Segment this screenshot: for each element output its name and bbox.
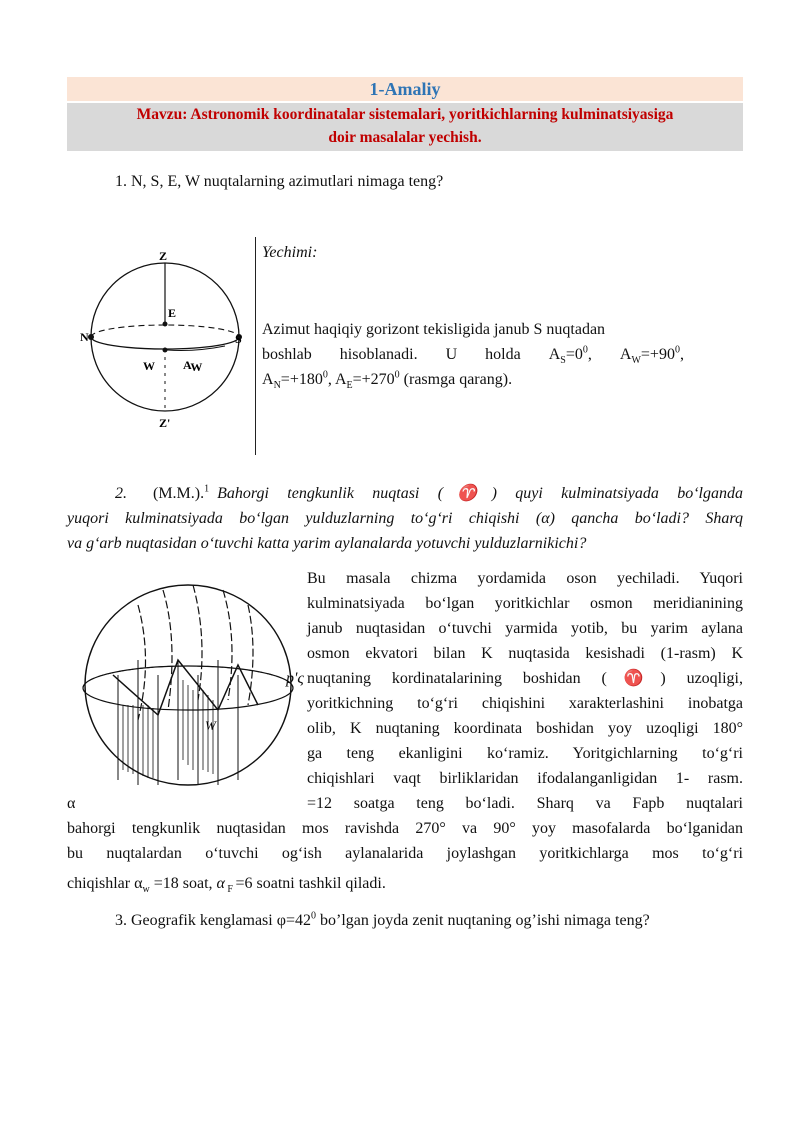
fig2-label-p: p'ς (286, 670, 304, 687)
label-aw: AW (183, 358, 203, 374)
q2-ans-line-8: ga teng ekanligini ko‘ramiz. Yoritgichlarning to‘g‘ri (307, 745, 743, 762)
question-2 (67, 481, 743, 556)
solution-label: Yechimi: (262, 244, 318, 261)
q2-ans-line-5: nuqtaning kordinatalarining boshidan (♈) uzoqligi, (307, 670, 743, 687)
label-e: E (168, 306, 177, 320)
q2-ans-line-12: bu nuqtalardan o‘tuvchi og‘ish aylanalarida joylashgan yoritkichlarga mos to‘g‘ri (67, 845, 743, 862)
point-w (163, 348, 168, 353)
q1-answer-line-2: boshlab hisoblanadi. U holda $A_S=0^0$, $A_W=+90^0$, (262, 344, 684, 367)
q1-answer-line-3: $A_N=+180^0$, $A_E=+270^0$ (rasmga qarang). (262, 369, 513, 392)
topic-line-1: Mavzu: Astronomik koordinatalar sistemalari, yoritkichlarning kulminatsiyasiga (136, 106, 674, 123)
label-z: Z (159, 249, 168, 263)
label-s: S (235, 332, 242, 346)
q2-ans-line-4: osmon ekvatori bilan K nuqtasida kesishadi (1-rasm) K (307, 645, 743, 662)
q1-answer-line-1: Azimut haqiqiy gorizont tekisligida janub S nuqtadan (262, 321, 606, 338)
figure-equator-sphere (78, 580, 303, 795)
question-3: 3. Geografik kenglamasi $\varphi=42^0$ bo’lgan joyda zenit nuqtaning og’ishi nimaga teng? (115, 910, 650, 929)
topic-line-2: doir masalalar yechish. (328, 129, 482, 146)
divider-line (255, 237, 256, 455)
q2-line-2: yuqori kulminatsiyada bo‘lgan yulduzlarning to‘g‘ri chiqishi (α) qancha bo‘ladi? Sharq (67, 510, 743, 527)
label-w: W (143, 359, 155, 373)
practice-title: 1-Amaliy (67, 77, 743, 101)
q1-answer (262, 317, 684, 392)
point-n (88, 334, 94, 340)
alpha-symbol: α (67, 795, 76, 812)
q2-answer-side (307, 566, 743, 816)
q2-line-1: 2. (M.M.).$^1$ Bahorgi tengkunlik nuqtasi (♈) quyi kulminatsiyada bo‘lganda (115, 483, 743, 502)
q2-answer-full (67, 816, 743, 896)
q2-ans-line-10: =12 soatga teng bo‘ladi. Sharq va Fapb nuqtalari (307, 795, 743, 812)
q2-ans-line-9: chiqishlari vaqt birliklaridan ifodalanganligidan 1- rasm. (307, 770, 743, 787)
q2-ans-line-11: bahorgi tengkunlik nuqtasidan mos ravishda 270° va 90° yoy masofalarda bo‘lganidan (67, 820, 743, 837)
label-z-prime: Z' (159, 416, 171, 430)
label-n: N (80, 330, 89, 344)
q2-ans-line-2: kulminatsiyada bo‘lgan yoritkichlar osmon meridianining (307, 595, 743, 612)
q2-line-3: va g‘arb nuqtasidan o‘tuvchi katta yarim aylanalarda yotuvchi yulduzlarnikichi? (67, 535, 587, 552)
q2-ans-line-7: olib, K nuqtaning koordinata boshidan yoy uzoqligi 180° (307, 720, 743, 737)
fig2-label-w: W (205, 718, 216, 733)
figure-azimuth-sphere (75, 240, 255, 440)
point-e (163, 322, 168, 327)
q2-ans-line-6: yoritkichning to‘g‘ri chiqishini xarakterlashini inobatga (307, 695, 743, 712)
horizon-back (91, 325, 239, 337)
question-1: 1. N, S, E, W nuqtalarning azimutlari nimaga teng? (115, 173, 444, 190)
q2-ans-line-13: chiqishlar $\alpha_w =18$ soat, α $_F$ =6 soatni tashkil qiladi. (67, 875, 386, 896)
topic-heading (67, 103, 743, 151)
q2-ans-line-3: janub nuqtasidan o‘tuvchi yarmida yotib, bu yarim aylana (307, 620, 743, 637)
q2-ans-line-1: Bu masala chizma yordamida oson yechiladi. Yuqori (307, 570, 743, 587)
